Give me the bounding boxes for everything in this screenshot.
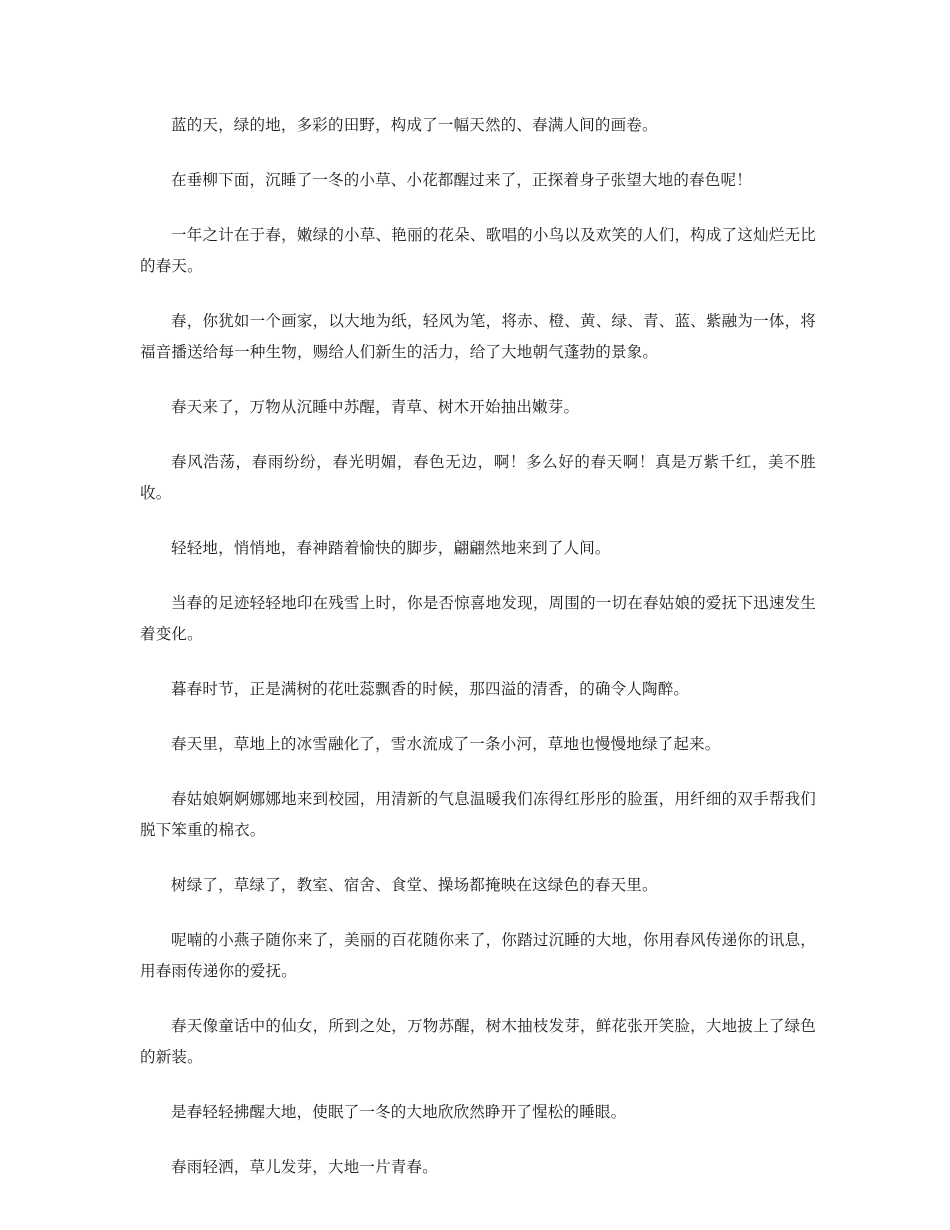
paragraph-7: 轻轻地，悄悄地，春神踏着愉快的脚步，翩翩然地来到了人间。 bbox=[171, 539, 611, 557]
paragraph-13: 呢喃的小燕子随你来了，美丽的百花随你来了，你踏过沉睡的大地，你用春风传递你的讯息，用春雨传递你的爱抚。 bbox=[140, 931, 816, 980]
paragraph-5: 春天来了，万物从沉睡中苏醒，青草、树木开始抽出嫩芽。 bbox=[171, 398, 580, 416]
paragraph-15: 是春轻轻拂醒大地，使眠了一冬的大地欣欣然睁开了惺松的睡眼。 bbox=[171, 1103, 627, 1121]
paragraph-2: 在垂柳下面，沉睡了一冬的小草、小花都醒过来了，正探着身子张望大地的春色呢！ bbox=[171, 171, 752, 189]
paragraph-11: 春姑娘婀婀娜娜地来到校园，用清新的气息温暖我们冻得红彤彤的脸蛋，用纤细的双手帮我们脱下笨重的棉衣。 bbox=[140, 790, 816, 839]
paragraph-3: 一年之计在于春，嫩绿的小草、艳丽的花朵、歌唱的小鸟以及欢笑的人们，构成了这灿烂无比的春天。 bbox=[140, 226, 816, 275]
paragraph-10: 春天里，草地上的冰雪融化了，雪水流成了一条小河，草地也慢慢地绿了起来。 bbox=[171, 735, 721, 753]
paragraph-14: 春天像童话中的仙女，所到之处，万物苏醒，树木抽枝发芽，鲜花张开笑脸，大地披上了绿色的新装。 bbox=[140, 1017, 816, 1066]
paragraph-1: 蓝的天，绿的地，多彩的田野，构成了一幅天然的、春满人间的画卷。 bbox=[171, 116, 658, 134]
paragraph-16: 春雨轻洒，草儿发芽，大地一片青春。 bbox=[171, 1158, 438, 1176]
document-body bbox=[140, 110, 816, 1207]
paragraph-4: 春，你犹如一个画家，以大地为纸，轻风为笔，将赤、橙、黄、绿、青、蓝、紫融为一体，将福音播送给每一种生物，赐给人们新生的活力，给了大地朝气蓬勃的景象。 bbox=[140, 312, 816, 361]
paragraph-12: 树绿了，草绿了，教室、宿舍、食堂、操场都掩映在这绿色的春天里。 bbox=[171, 876, 658, 894]
paragraph-6: 春风浩荡，春雨纷纷，春光明媚，春色无边，啊！多么好的春天啊！真是万紫千红，美不胜收。 bbox=[140, 453, 816, 502]
paragraph-9: 暮春时节，正是满树的花吐蕊飘香的时候，那四溢的清香，的确令人陶醉。 bbox=[171, 680, 690, 698]
paragraph-8: 当春的足迹轻轻地印在残雪上时，你是否惊喜地发现，周围的一切在春姑娘的爱抚下迅速发生着变化。 bbox=[140, 594, 816, 643]
